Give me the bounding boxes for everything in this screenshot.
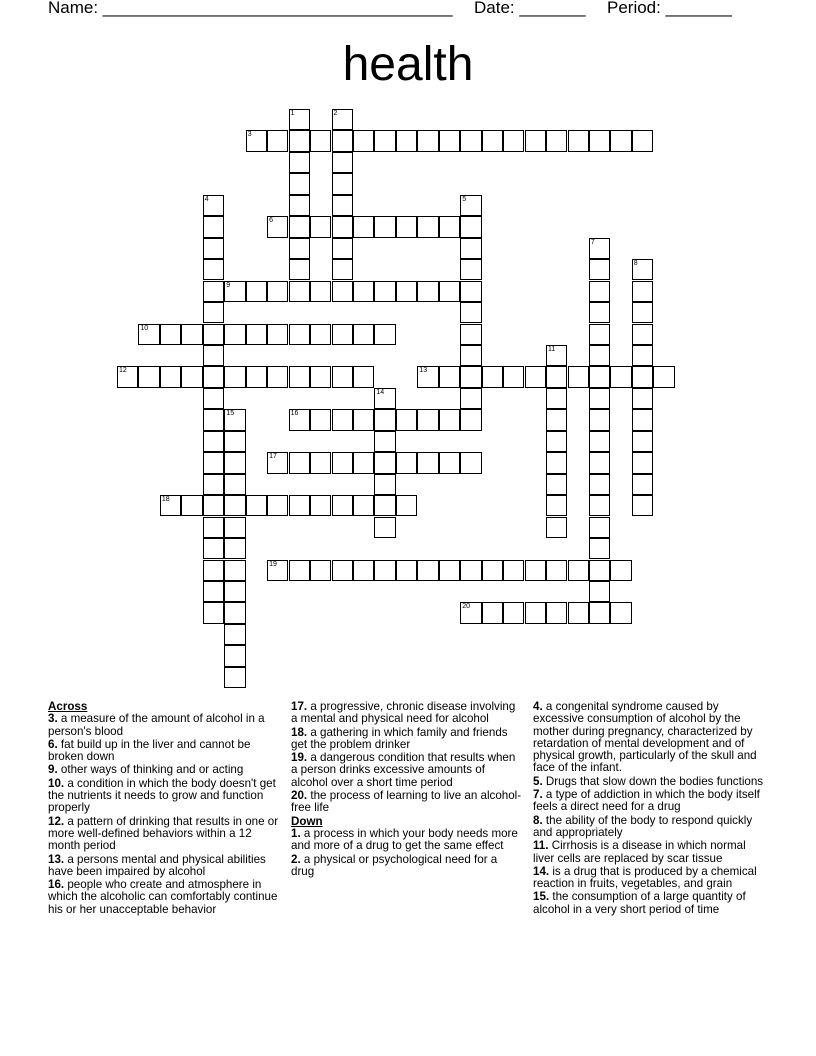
crossword-cell[interactable] — [374, 474, 395, 495]
crossword-cell[interactable] — [332, 281, 353, 302]
crossword-cell[interactable] — [610, 560, 631, 581]
down-clue: 8. the ability of the body to respond quickly and appropriately — [533, 813, 753, 839]
crossword-cell[interactable] — [332, 560, 353, 581]
clue-number: 14 — [376, 388, 385, 396]
crossword-cell[interactable] — [289, 452, 310, 473]
crossword-cell[interactable] — [546, 495, 567, 516]
across-clue: 20. the process of learning to live an alcohol-free life — [291, 789, 522, 815]
crossword-cell[interactable] — [332, 324, 353, 345]
crossword-cell[interactable] — [632, 409, 653, 430]
crossword-cell[interactable] — [546, 474, 567, 495]
crossword-cell[interactable] — [181, 495, 202, 516]
crossword-cell[interactable] — [460, 195, 481, 216]
crossword-cell[interactable] — [460, 324, 481, 345]
crossword-cell[interactable] — [589, 538, 610, 559]
crossword-cell[interactable] — [203, 195, 224, 216]
clue-number: 1 — [290, 110, 295, 117]
crossword-cell[interactable] — [546, 431, 567, 452]
crossword-cell[interactable] — [589, 581, 610, 602]
crossword-cell[interactable] — [160, 324, 181, 345]
clue-number: 11 — [548, 345, 556, 353]
crossword-cell[interactable] — [417, 130, 438, 151]
crossword-cell[interactable] — [632, 474, 653, 495]
crossword-cell[interactable] — [396, 495, 417, 516]
crossword-cell[interactable] — [332, 109, 353, 130]
crossword-cell[interactable] — [353, 281, 374, 302]
down-clue: 11. Cirrhosis is a disease in which normal liver cells are replaced by scar tissue — [533, 839, 746, 865]
crossword-cell[interactable] — [332, 366, 353, 387]
crossword-cell[interactable] — [203, 581, 224, 602]
name-field[interactable]: Name: _____________________________________ — [48, 0, 453, 17]
crossword-cell[interactable] — [417, 366, 438, 387]
crossword-cell[interactable] — [632, 302, 653, 323]
crossword-cell[interactable] — [267, 366, 288, 387]
crossword-cell[interactable] — [289, 238, 310, 259]
crossword-cell[interactable] — [632, 324, 653, 345]
clues-column-3 — [533, 701, 769, 917]
crossword-cell[interactable] — [353, 130, 374, 151]
crossword-cell[interactable] — [332, 495, 353, 516]
across-clue: 18. a gathering in which family and friends get the problem drinker — [291, 725, 508, 751]
crossword-cell[interactable] — [632, 130, 653, 151]
crossword-cell[interactable] — [203, 238, 224, 259]
crossword-cell[interactable] — [503, 366, 524, 387]
crossword-cell[interactable] — [546, 452, 567, 473]
crossword-cell[interactable] — [267, 324, 288, 345]
crossword-cell[interactable] — [589, 517, 610, 538]
crossword-cell[interactable] — [353, 216, 374, 237]
date-field[interactable]: Date: _______ — [474, 0, 586, 17]
crossword-cell[interactable] — [417, 452, 438, 473]
crossword-cell[interactable] — [181, 366, 202, 387]
crossword-cell[interactable] — [460, 452, 481, 473]
crossword-cell[interactable] — [289, 173, 310, 194]
crossword-cell[interactable] — [589, 366, 610, 387]
across-heading: Across — [48, 700, 88, 713]
crossword-cell[interactable] — [224, 495, 245, 516]
crossword-cell[interactable] — [332, 452, 353, 473]
down-clue: 2. a physical or psychological need for a drug — [291, 852, 498, 878]
crossword-cell[interactable] — [460, 388, 481, 409]
crossword-cell[interactable] — [289, 560, 310, 581]
crossword-cell[interactable] — [568, 130, 589, 151]
crossword-cell[interactable] — [460, 130, 481, 151]
crossword-cell[interactable] — [224, 324, 245, 345]
crossword-cell[interactable] — [632, 366, 653, 387]
crossword-cell[interactable] — [310, 495, 331, 516]
crossword-cell[interactable] — [439, 216, 460, 237]
crossword-cell[interactable] — [632, 345, 653, 366]
crossword-cell[interactable] — [267, 452, 288, 473]
across-clue: 16. people who create and atmosphere in which the alcoholic can comfortably continue his or her unacceptable behavior — [48, 878, 278, 916]
crossword-cell[interactable] — [332, 152, 353, 173]
crossword-cell[interactable] — [203, 366, 224, 387]
crossword-cell[interactable] — [460, 281, 481, 302]
crossword-cell[interactable] — [224, 624, 245, 645]
crossword-cell[interactable] — [482, 366, 503, 387]
crossword-cell[interactable] — [203, 560, 224, 581]
crossword-cell[interactable] — [589, 388, 610, 409]
crossword-cell[interactable] — [267, 281, 288, 302]
crossword-cell[interactable] — [374, 560, 395, 581]
crossword-cell[interactable] — [439, 560, 460, 581]
crossword-cell[interactable] — [589, 130, 610, 151]
across-clue-list — [48, 713, 280, 916]
crossword-cell[interactable] — [589, 281, 610, 302]
crossword-cell[interactable] — [289, 259, 310, 280]
crossword-cell[interactable] — [546, 602, 567, 623]
crossword-cell[interactable] — [353, 409, 374, 430]
crossword-cell[interactable] — [203, 345, 224, 366]
crossword-cell[interactable] — [374, 130, 395, 151]
crossword-cell[interactable] — [610, 366, 631, 387]
crossword-cell[interactable] — [374, 495, 395, 516]
crossword-cell[interactable] — [503, 602, 524, 623]
crossword-cell[interactable] — [246, 130, 267, 151]
crossword-cell[interactable] — [632, 431, 653, 452]
across-clue: 6. fat build up in the liver and cannot be broken down — [48, 737, 251, 764]
crossword-cell[interactable] — [246, 495, 267, 516]
crossword-cell[interactable] — [224, 409, 245, 430]
crossword-cell[interactable] — [374, 452, 395, 473]
across-clue: 10. a condition in which the body doesn't get the nutrients it needs to grow and function properly — [48, 776, 276, 815]
crossword-cell[interactable] — [503, 560, 524, 581]
crossword-cell[interactable] — [289, 281, 310, 302]
crossword-cell[interactable] — [632, 495, 653, 516]
crossword-cell[interactable] — [460, 560, 481, 581]
crossword-cell[interactable] — [224, 538, 245, 559]
crossword-cell[interactable] — [224, 517, 245, 538]
crossword-cell[interactable] — [289, 495, 310, 516]
crossword-cell[interactable] — [203, 431, 224, 452]
crossword-cell[interactable] — [310, 452, 331, 473]
crossword-cell[interactable] — [181, 324, 202, 345]
crossword-cell[interactable] — [353, 366, 374, 387]
crossword-cell[interactable] — [460, 238, 481, 259]
crossword-cell[interactable] — [396, 281, 417, 302]
crossword-cell[interactable] — [589, 495, 610, 516]
down-clue: 1. a process in which your body needs more and more of a drug to get the same effect — [291, 826, 518, 853]
crossword-cell[interactable] — [417, 281, 438, 302]
crossword-cell[interactable] — [546, 130, 567, 151]
crossword-cell[interactable] — [203, 517, 224, 538]
crossword-cell[interactable] — [289, 324, 310, 345]
crossword-cell[interactable] — [589, 302, 610, 323]
crossword-cell[interactable] — [310, 409, 331, 430]
crossword-cell[interactable] — [460, 216, 481, 237]
across-clue: 17. a progressive, chronic disease involving a mental and physical need for alcohol — [291, 700, 516, 726]
crossword-cell[interactable] — [482, 130, 503, 151]
across-clue: 3. a measure of the amount of alcohol in a person's blood — [48, 712, 265, 738]
crossword-cell[interactable] — [610, 602, 631, 623]
crossword-cell[interactable] — [310, 324, 331, 345]
clue-number: 7 — [590, 238, 595, 246]
crossword-cell[interactable] — [396, 560, 417, 581]
crossword-cell[interactable] — [546, 409, 567, 430]
crossword-cell[interactable] — [289, 409, 310, 430]
crossword-cell[interactable] — [374, 409, 395, 430]
crossword-cell[interactable] — [610, 130, 631, 151]
crossword-cell[interactable] — [289, 216, 310, 237]
crossword-cell[interactable] — [203, 602, 224, 623]
crossword-cell[interactable] — [267, 216, 288, 237]
crossword-cell[interactable] — [396, 409, 417, 430]
crossword-cell[interactable] — [589, 259, 610, 280]
crossword-cell[interactable] — [439, 366, 460, 387]
crossword-cell[interactable] — [203, 302, 224, 323]
crossword-cell[interactable] — [546, 560, 567, 581]
clue-number: 2 — [333, 110, 338, 117]
crossword-cell[interactable] — [246, 366, 267, 387]
crossword-cell[interactable] — [546, 388, 567, 409]
crossword-cell[interactable] — [203, 474, 224, 495]
crossword-cell[interactable] — [396, 130, 417, 151]
clue-number: 5 — [462, 195, 467, 203]
crossword-cell[interactable] — [224, 602, 245, 623]
across-clue: 13. a persons mental and physical abilities have been impaired by alcohol — [48, 852, 266, 878]
crossword-cell[interactable] — [525, 130, 546, 151]
crossword-cell[interactable] — [267, 560, 288, 581]
crossword-cell[interactable] — [460, 409, 481, 430]
crossword-cell[interactable] — [460, 259, 481, 280]
crossword-cell[interactable] — [289, 366, 310, 387]
clues-column-1 — [48, 701, 280, 917]
crossword-cell[interactable] — [525, 560, 546, 581]
crossword-cell[interactable] — [353, 560, 374, 581]
across-clue: 19. a dangerous condition that results when a person drinks excessive amounts of alcohol over a short time period — [291, 751, 516, 789]
crossword-cell[interactable] — [546, 345, 567, 366]
crossword-cell[interactable] — [203, 409, 224, 430]
crossword-cell[interactable] — [374, 517, 395, 538]
crossword-cell[interactable] — [396, 216, 417, 237]
crossword-cell[interactable] — [138, 366, 159, 387]
clue-number: 6 — [269, 217, 273, 225]
crossword-cell[interactable] — [224, 431, 245, 452]
crossword-cell[interactable] — [460, 302, 481, 323]
down-clue: 14. is a drug that is produced by a chemical reaction in fruits, vegetables, and grain — [533, 864, 757, 891]
crossword-cell[interactable] — [568, 560, 589, 581]
crossword-cell[interactable] — [525, 366, 546, 387]
crossword-cell[interactable] — [589, 474, 610, 495]
crossword-cell[interactable] — [203, 388, 224, 409]
crossword-cell[interactable] — [589, 238, 610, 259]
crossword-cell[interactable] — [568, 366, 589, 387]
crossword-cell[interactable] — [417, 560, 438, 581]
crossword-cell[interactable] — [589, 560, 610, 581]
down-clue: 5. Drugs that slow down the bodies functions — [533, 774, 764, 788]
crossword-cell[interactable] — [332, 195, 353, 216]
crossword-cell[interactable] — [289, 109, 310, 130]
crossword-cell[interactable] — [246, 324, 267, 345]
crossword-cell[interactable] — [224, 560, 245, 581]
page-title: health — [342, 38, 474, 91]
crossword-cell[interactable] — [160, 366, 181, 387]
crossword-cell[interactable] — [224, 452, 245, 473]
crossword-cell[interactable] — [310, 130, 331, 151]
crossword-cell[interactable] — [589, 431, 610, 452]
crossword-cell[interactable] — [224, 667, 245, 688]
crossword-cell[interactable] — [632, 281, 653, 302]
clue-number: 9 — [226, 281, 231, 289]
crossword-cell[interactable] — [224, 474, 245, 495]
across-clue: 9. other ways of thinking and or acting — [48, 763, 244, 777]
crossword-cell[interactable] — [632, 452, 653, 473]
down-clue-list — [291, 828, 523, 878]
clue-number: 10 — [140, 324, 149, 332]
crossword-cell[interactable] — [332, 130, 353, 151]
crossword-cell[interactable] — [374, 431, 395, 452]
crossword-cell[interactable] — [632, 388, 653, 409]
crossword-cell[interactable] — [203, 281, 224, 302]
crossword-cell[interactable] — [439, 130, 460, 151]
crossword-cell[interactable] — [160, 495, 181, 516]
crossword-cell[interactable] — [138, 324, 159, 345]
crossword-cell[interactable] — [568, 602, 589, 623]
crossword-cell[interactable] — [374, 281, 395, 302]
crossword-cell[interactable] — [353, 495, 374, 516]
crossword-cell[interactable] — [589, 345, 610, 366]
crossword-cell[interactable] — [310, 281, 331, 302]
crossword-cell[interactable] — [203, 259, 224, 280]
crossword-cell[interactable] — [374, 388, 395, 409]
clue-number: 18 — [161, 496, 170, 504]
period-field[interactable]: Period: _______ — [607, 0, 732, 17]
crossword-cell[interactable] — [503, 130, 524, 151]
crossword-cell[interactable] — [224, 645, 245, 666]
crossword-cell[interactable] — [396, 452, 417, 473]
crossword-cell[interactable] — [589, 409, 610, 430]
crossword-cell[interactable] — [482, 560, 503, 581]
crossword-cell[interactable] — [332, 238, 353, 259]
crossword-cell[interactable] — [289, 152, 310, 173]
clue-number: 20 — [462, 603, 470, 611]
crossword-cell[interactable] — [374, 324, 395, 345]
crossword-cell[interactable] — [460, 602, 481, 623]
crossword-cell[interactable] — [353, 452, 374, 473]
crossword-cell[interactable] — [332, 409, 353, 430]
clue-number: 4 — [204, 195, 209, 203]
crossword-cell[interactable] — [203, 452, 224, 473]
crossword-cell[interactable] — [525, 602, 546, 623]
clue-number: 19 — [269, 560, 277, 568]
crossword-cell[interactable] — [589, 602, 610, 623]
clue-number: 3 — [247, 131, 252, 139]
crossword-cell[interactable] — [310, 216, 331, 237]
clue-number: 12 — [119, 367, 127, 375]
crossword-cell[interactable] — [267, 130, 288, 151]
crossword-cell[interactable] — [439, 409, 460, 430]
crossword-cell[interactable] — [460, 366, 481, 387]
crossword-cell[interactable] — [203, 324, 224, 345]
crossword-cell[interactable] — [482, 602, 503, 623]
crossword-cell[interactable] — [460, 345, 481, 366]
crossword-cell[interactable] — [632, 259, 653, 280]
crossword-cell[interactable] — [203, 216, 224, 237]
crossword-cell[interactable] — [546, 517, 567, 538]
crossword-cell[interactable] — [203, 495, 224, 516]
clue-number: 17 — [269, 453, 277, 461]
clue-number: 15 — [226, 410, 235, 418]
clue-number: 16 — [290, 410, 299, 418]
crossword-cell[interactable] — [267, 495, 288, 516]
crossword-cell[interactable] — [224, 366, 245, 387]
down-clue: 7. a type of addiction in which the body itself feels a direct need for a drug — [533, 788, 760, 814]
clue-number: 13 — [419, 367, 428, 375]
crossword-cell[interactable] — [310, 560, 331, 581]
crossword-cell[interactable] — [439, 281, 460, 302]
crossword-cell[interactable] — [224, 281, 245, 302]
down-heading: Down — [291, 814, 323, 828]
crossword-cell[interactable] — [310, 366, 331, 387]
crossword-cell[interactable] — [289, 130, 310, 151]
crossword-cell[interactable] — [653, 366, 674, 387]
crossword-cell[interactable] — [439, 452, 460, 473]
clue-number: 8 — [633, 260, 638, 268]
crossword-cell[interactable] — [417, 409, 438, 430]
crossword-cell[interactable] — [546, 366, 567, 387]
clues-column-2 — [291, 701, 523, 879]
crossword-cell[interactable] — [289, 195, 310, 216]
crossword-cell[interactable] — [332, 216, 353, 237]
crossword-cell[interactable] — [589, 324, 610, 345]
crossword-cell[interactable] — [353, 324, 374, 345]
crossword-cell[interactable] — [332, 173, 353, 194]
crossword-cell[interactable] — [332, 259, 353, 280]
down-clue: 15. the consumption of a large quantity of alcohol in a very short period of time — [533, 890, 746, 916]
crossword-cell[interactable] — [246, 281, 267, 302]
crossword-cell[interactable] — [117, 366, 138, 387]
crossword-cell[interactable] — [417, 216, 438, 237]
crossword-cell[interactable] — [589, 452, 610, 473]
crossword-cell[interactable] — [224, 581, 245, 602]
down-clue: 4. a congenital syndrome caused by excessive consumption of alcohol by the mother during pregnancy, characterized by retardation of mental development and of physical growth, particularly of the skull and face of the infant. — [533, 700, 757, 775]
across-clue: 12. a pattern of drinking that results in one or more well-defined behaviors within a 12 month period — [48, 814, 279, 853]
crossword-cell[interactable] — [374, 216, 395, 237]
crossword-cell[interactable] — [203, 538, 224, 559]
